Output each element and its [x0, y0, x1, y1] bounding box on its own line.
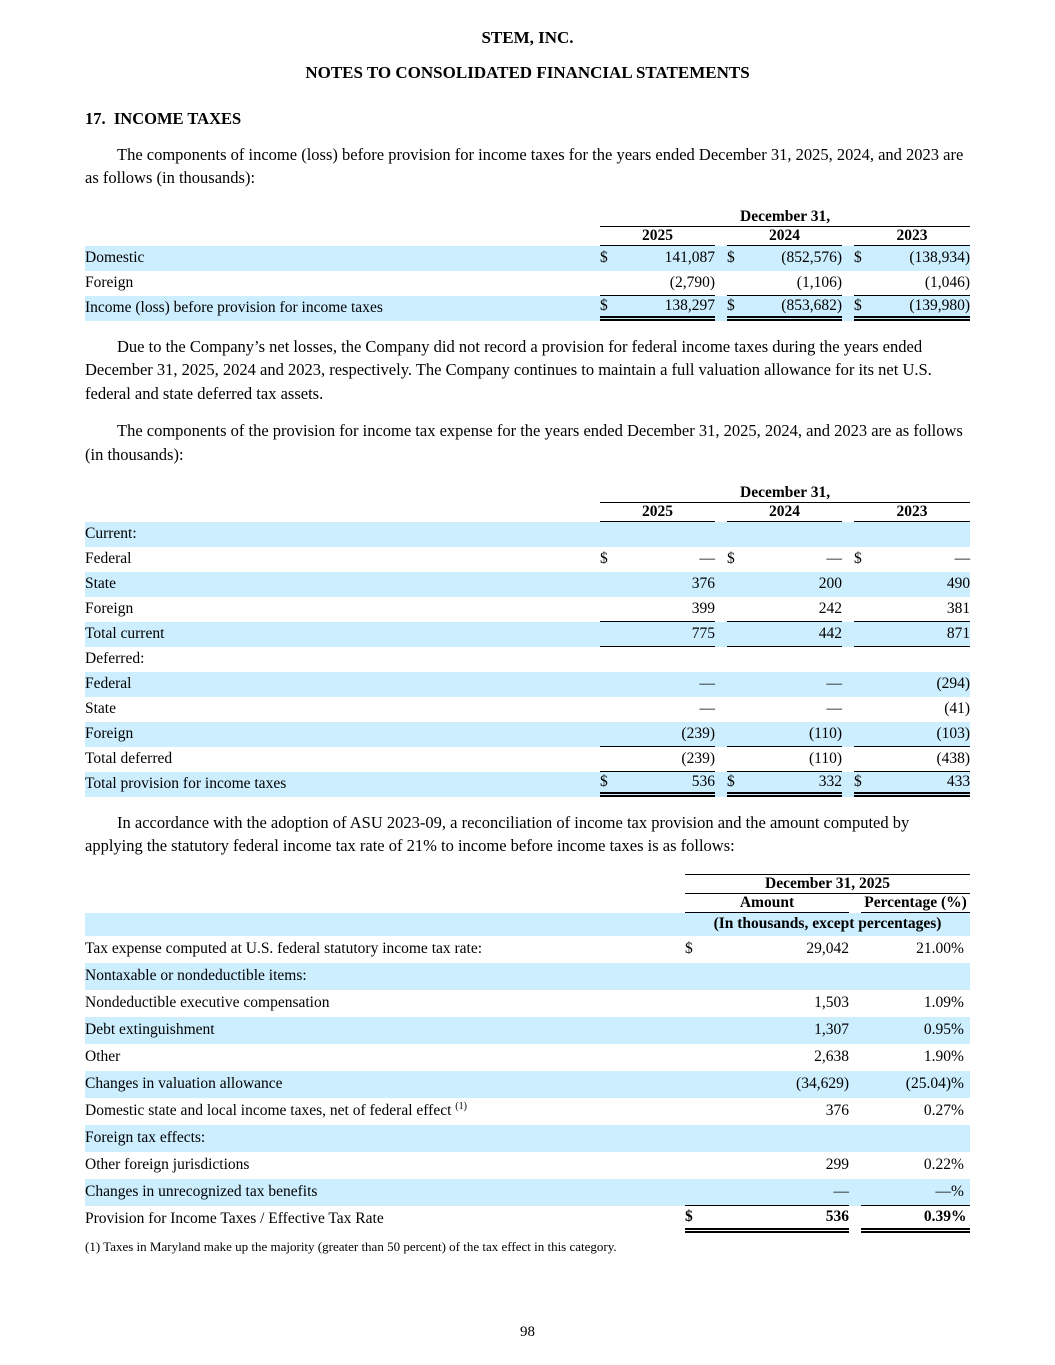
- row-label: Deferred:: [85, 650, 145, 668]
- dollar-sign: $: [600, 296, 622, 321]
- amount-value: (853,682): [749, 296, 842, 321]
- amount-value: 775: [622, 622, 715, 647]
- table-row: [85, 697, 970, 722]
- year-header: 2025: [600, 503, 715, 522]
- amount-value: (139,980): [876, 296, 970, 321]
- tax-rate-reconciliation-table: [85, 874, 970, 1233]
- column-gap: [715, 227, 727, 246]
- amount-value: (1,046): [876, 271, 970, 296]
- amount-value: —: [826, 700, 842, 718]
- period-header-row: [85, 874, 970, 894]
- table-row: [85, 1179, 970, 1206]
- amount-value: 332: [749, 772, 842, 797]
- table-row: [85, 1071, 970, 1098]
- year-header: 2023: [854, 227, 970, 246]
- amount-value: 536: [622, 772, 715, 797]
- table-row: [85, 1044, 970, 1071]
- provision-components-paragraph: The components of the provision for income tax expense for the years ended December 31, 2025, 2024, and 2023 are as follows (in thousands):: [85, 421, 963, 464]
- period-header: December 31,: [600, 484, 970, 503]
- amount-value: —: [826, 550, 842, 568]
- units-header-row: [85, 913, 970, 936]
- doc-title: NOTES TO CONSOLIDATED FINANCIAL STATEMENTS: [305, 63, 750, 82]
- column-gap: [715, 296, 727, 321]
- table-row: [85, 547, 970, 572]
- column-gap: [842, 227, 854, 246]
- amount-value: 376: [825, 1102, 849, 1120]
- period-header-row: [85, 484, 970, 503]
- table-row: [85, 296, 970, 321]
- column-gap: [842, 271, 854, 296]
- table-row: [85, 722, 970, 747]
- year-header: 2023: [854, 503, 970, 522]
- period-header-row: [85, 208, 970, 227]
- percent-sign: %: [951, 994, 964, 1012]
- amount-value: 299: [825, 1156, 849, 1174]
- amount-value: 536: [709, 1206, 849, 1233]
- row-label: Changes in unrecognized tax benefits: [85, 1179, 685, 1206]
- row-label: Total provision for income taxes: [85, 772, 600, 797]
- row-label: Total deferred: [85, 750, 173, 768]
- percentage-value: 0.39: [861, 1206, 951, 1233]
- dollar-sign: $: [600, 772, 622, 797]
- table-row: [85, 963, 970, 990]
- amount-value: 138,297: [622, 296, 715, 321]
- amount-value: 242: [749, 597, 842, 622]
- percent-sign: %: [951, 1102, 964, 1120]
- row-label: Foreign: [85, 600, 134, 618]
- percentage-value: 0.27: [923, 1102, 951, 1120]
- dollar-sign: $: [600, 246, 622, 271]
- amount-value: —: [699, 550, 715, 568]
- percentage-value: 1.90: [923, 1048, 951, 1066]
- percent-sign: %: [951, 940, 964, 958]
- table-row: [85, 936, 970, 963]
- table-row: [85, 1098, 970, 1125]
- table-row: [85, 772, 970, 797]
- row-label: Tax expense computed at U.S. federal statutory income tax rate:: [85, 940, 483, 958]
- percentage-value: 0.95: [861, 1017, 951, 1044]
- year-header-row: [85, 503, 970, 522]
- amount-value: (294): [876, 672, 970, 697]
- dollar-sign: $: [600, 550, 608, 568]
- row-label: Changes in valuation allowance: [85, 1071, 685, 1098]
- table-row: [85, 647, 970, 672]
- row-label: Provision for Income Taxes / Effective Tax Rate: [85, 1210, 384, 1228]
- amount-value: 433: [876, 772, 970, 797]
- column-gap: [842, 503, 854, 522]
- amount-value: 490: [876, 572, 970, 597]
- percentage-value: —: [861, 1179, 951, 1206]
- amount-value: (103): [876, 722, 970, 747]
- row-label: Federal: [85, 550, 132, 568]
- reconciliation-paragraph: In accordance with the adoption of ASU 2023-09, a reconciliation of income tax provision and the amount computed by applying the statutory federal income tax rate of 21% to income before income taxes is as follows:: [85, 812, 910, 856]
- valuation-allowance-paragraph: Due to the Company’s net losses, the Company did not record a provision for federal income taxes during the years ended December 31, 2025, 2024 and 2023, respectively. The Company continues to maintain a full valuation allowance for its net U.S. federal and state deferred tax assets.: [85, 336, 932, 403]
- percent-sign: %: [951, 1071, 970, 1098]
- percentage-column-header: Percentage (%): [861, 894, 970, 913]
- amount-value: 29,042: [806, 940, 849, 958]
- period-header: December 31,: [600, 208, 970, 227]
- column-gap: [842, 296, 854, 321]
- row-label: Foreign: [85, 274, 134, 292]
- amount-value: (34,629): [709, 1071, 849, 1098]
- row-label: Debt extinguishment: [85, 1017, 685, 1044]
- dollar-sign: $: [727, 296, 749, 321]
- table-row: [85, 572, 970, 597]
- percent-sign: %: [951, 1156, 964, 1174]
- dollar-sign: $: [685, 940, 693, 958]
- amount-value: —: [954, 550, 971, 568]
- row-label: Foreign tax effects:: [85, 1125, 685, 1152]
- company-name: STEM, INC.: [481, 28, 574, 47]
- amount-value: —: [749, 672, 842, 697]
- dollar-sign: $: [854, 296, 876, 321]
- amount-value: 1,307: [709, 1017, 849, 1044]
- row-label: Current:: [85, 522, 600, 547]
- amount-column-header: Amount: [685, 894, 849, 913]
- percentage-value: 0.22: [923, 1156, 951, 1174]
- column-header-row: [85, 894, 970, 913]
- amount-value: (438): [876, 747, 970, 772]
- table-row: [85, 1152, 970, 1179]
- dollar-sign: $: [854, 550, 862, 568]
- table-row: [85, 622, 970, 647]
- amount-value: 2,638: [814, 1048, 849, 1066]
- row-label: Total current: [85, 622, 600, 647]
- table-row: [85, 1125, 970, 1152]
- amount-value: (110): [749, 722, 842, 747]
- amount-value: (2,790): [622, 271, 715, 296]
- amount-value: (110): [749, 747, 842, 772]
- amount-value: 381: [876, 597, 970, 622]
- row-label: Domestic state and local income taxes, net of federal effect $^{(1)}$: [85, 1101, 467, 1120]
- footnote-marker: (1): [455, 1101, 467, 1113]
- provision-components-table: [85, 484, 970, 797]
- dollar-sign: [727, 271, 749, 296]
- dollar-sign: $: [727, 550, 735, 568]
- dollar-sign: $: [685, 1206, 709, 1233]
- amount-value: 141,087: [622, 246, 715, 271]
- amount-value: —: [709, 1179, 849, 1206]
- intro-paragraph: The components of income (loss) before provision for income taxes for the years ended December 31, 2025, 2024, and 2023 are as follows (in thousands):: [85, 145, 964, 188]
- dollar-sign: [600, 271, 622, 296]
- dollar-sign: $: [727, 772, 749, 797]
- units-note: (In thousands, except percentages): [685, 913, 970, 936]
- table-row: [85, 747, 970, 772]
- amount-value: 200: [749, 572, 842, 597]
- row-label: Income (loss) before provision for income taxes: [85, 296, 600, 321]
- dollar-sign: $: [854, 772, 876, 797]
- amount-value: 399: [622, 597, 715, 622]
- income-loss-before-taxes-table: [85, 208, 970, 321]
- dollar-sign: $: [854, 246, 876, 271]
- row-label: Federal: [85, 672, 600, 697]
- row-label: Domestic: [85, 246, 600, 271]
- table-row: [85, 597, 970, 622]
- amount-value: 1,503: [814, 994, 849, 1012]
- table-row: [85, 271, 970, 296]
- table-row: [85, 1017, 970, 1044]
- amount-value: —: [622, 672, 715, 697]
- section-heading: 17. INCOME TAXES: [85, 109, 242, 128]
- column-gap: [715, 246, 727, 271]
- percent-sign: %: [951, 1179, 970, 1206]
- percent-sign: %: [951, 1048, 964, 1066]
- amount-value: (41): [944, 700, 971, 718]
- amount-value: 871: [876, 622, 970, 647]
- column-gap: [849, 894, 861, 913]
- year-header: 2025: [600, 227, 715, 246]
- amount-value: —: [699, 700, 715, 718]
- amount-value: (239): [622, 722, 715, 747]
- column-gap: [715, 271, 727, 296]
- dollar-sign: [854, 271, 876, 296]
- row-label: State: [85, 572, 600, 597]
- row-label: Nondeductible executive compensation: [85, 994, 330, 1012]
- percent-sign: %: [951, 1206, 970, 1233]
- row-label: Other: [85, 1048, 121, 1066]
- dollar-sign: $: [727, 246, 749, 271]
- percentage-value: (25.04): [861, 1071, 951, 1098]
- footnote: (1) Taxes in Maryland make up the majority (greater than 50 percent) of the tax effect in this category.: [85, 1238, 617, 1254]
- amount-value: 442: [749, 622, 842, 647]
- row-label: Nontaxable or nondeductible items:: [85, 963, 685, 990]
- amount-value: (1,106): [749, 271, 842, 296]
- row-label: Foreign: [85, 722, 600, 747]
- amount-value: 376: [622, 572, 715, 597]
- period-header: December 31, 2025: [685, 874, 970, 894]
- year-header: 2024: [727, 503, 842, 522]
- amount-value: (138,934): [876, 246, 970, 271]
- percentage-value: 21.00: [916, 940, 951, 958]
- row-label: State: [85, 700, 116, 718]
- table-row: [85, 522, 970, 547]
- row-label: Other foreign jurisdictions: [85, 1156, 250, 1174]
- table-row: [85, 672, 970, 697]
- percentage-value: 1.09: [923, 994, 951, 1012]
- page-number: 98: [520, 1324, 535, 1340]
- table-row: [85, 1206, 970, 1233]
- amount-value: (852,576): [749, 246, 842, 271]
- table-row: [85, 990, 970, 1017]
- table-row: [85, 246, 970, 271]
- year-header: 2024: [727, 227, 842, 246]
- amount-value: (239): [622, 747, 715, 772]
- percent-sign: %: [951, 1017, 970, 1044]
- year-header-row: [85, 227, 970, 246]
- column-gap: [715, 503, 727, 522]
- column-gap: [842, 246, 854, 271]
